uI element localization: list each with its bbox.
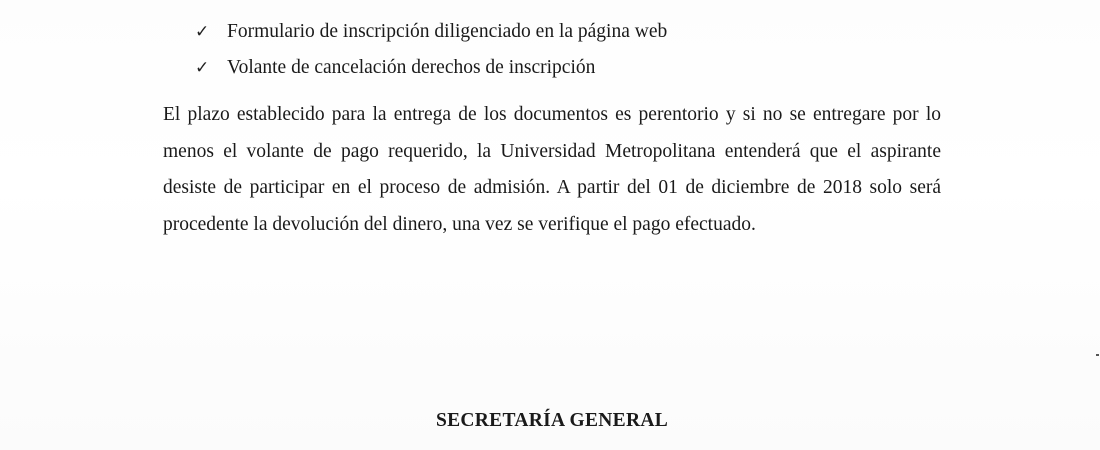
requirement-text: Formulario de inscripción diligenciado en la página web <box>227 21 668 42</box>
check-icon: ✓ <box>195 58 210 78</box>
check-icon: ✓ <box>195 22 210 42</box>
requirements-checklist <box>195 14 667 86</box>
body-paragraph: El plazo establecido para la entrega de los documentos es perentorio y si no se entregare por lo menos el volante de pago requerido, la Universidad Metropolitana entenderá que el aspirante desiste de participar en el proceso de admisión. A partir del 01 de diciembre de 2018 solo será procedente la devolución del dinero, una vez se verifique el pago efectuado. <box>163 104 941 235</box>
list-item <box>195 50 667 86</box>
scan-speck <box>1096 354 1099 356</box>
signature-title: SECRETARÍA GENERAL <box>435 410 669 431</box>
list-item <box>195 14 667 50</box>
requirement-text: Volante de cancelación derechos de inscripción <box>227 57 596 78</box>
